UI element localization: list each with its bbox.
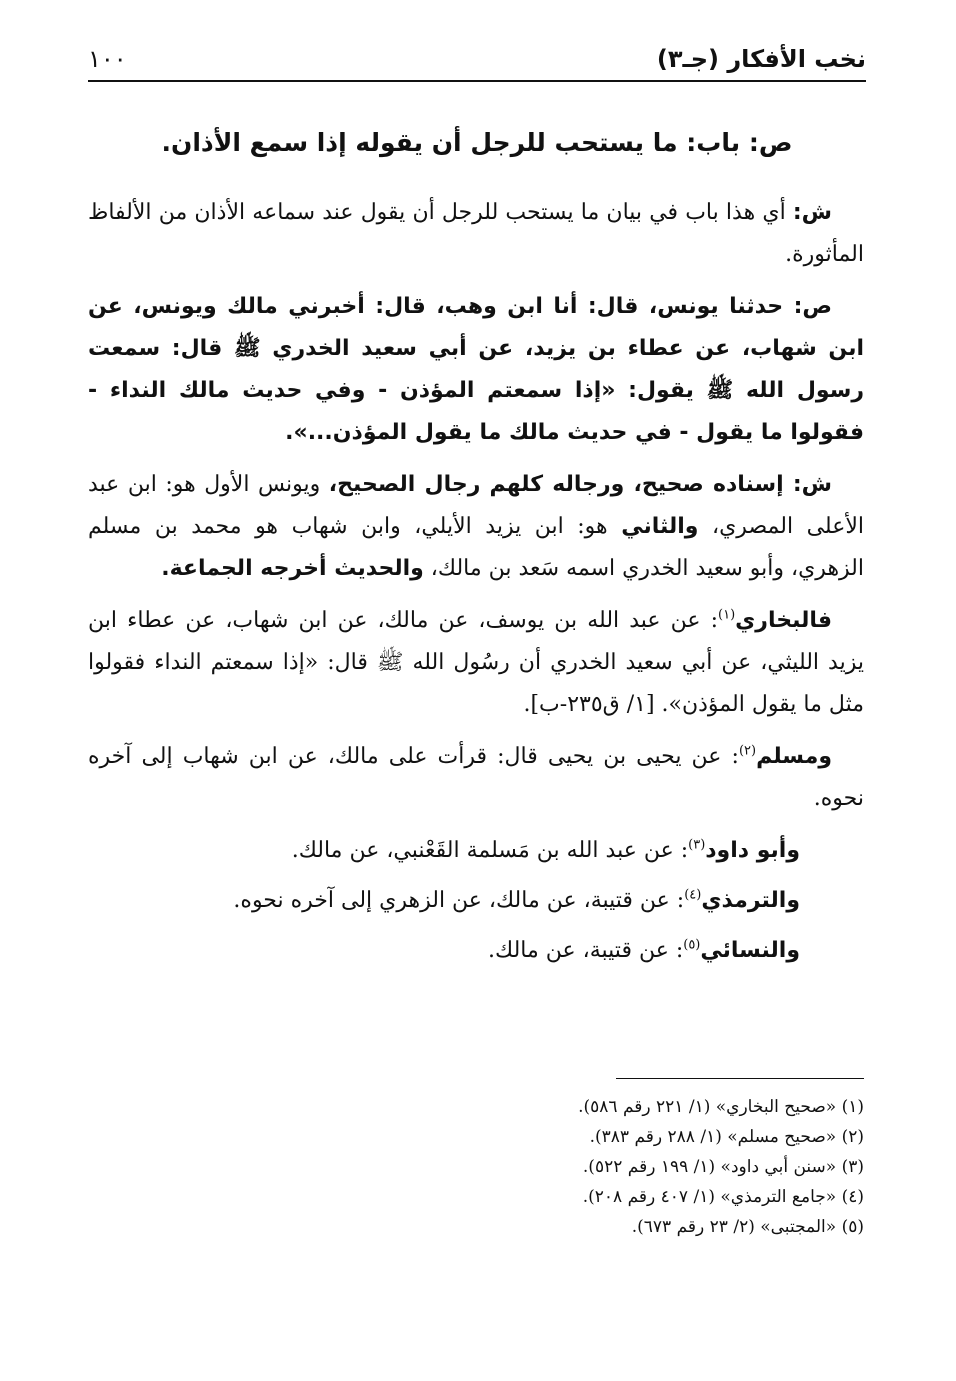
paragraph-lead: والنسائي [700, 938, 800, 963]
paragraph-text: أي هذا باب في بيان ما يستحب للرجل أن يقول عند سماعه الأذان من الألفاظ المأثورة. [88, 200, 864, 267]
paragraph-text: : عن قتيبة، عن مالك. [488, 938, 684, 963]
paragraph-lead: ش: [792, 200, 832, 225]
book-title: نخب الأفكار (جـ٣) [656, 45, 866, 73]
footnote: (٢) «صحيح مسلم» (١/ ٢٨٨ رقم ٣٨٣). [589, 1127, 864, 1147]
paragraph-lead: والترمذي [701, 888, 800, 913]
paragraph-tirmidhi [88, 880, 864, 922]
footnote-ref[interactable]: (٥) [683, 937, 701, 953]
paragraph-text: : عن يحيى بن يحيى قال: قرأت على مالك، عن ابن شهاب إلى آخره نحوه. [88, 744, 864, 811]
paragraph-lead: ومسلم [756, 744, 832, 769]
paragraph-commentary-intro [88, 192, 864, 276]
footnotes [88, 1092, 864, 1242]
paragraph-lead: وأبو داود [705, 838, 800, 863]
paragraph-isnad-commentary [88, 464, 864, 590]
paragraph-text: ص: حدثنا يونس، قال: أنا ابن وهب، قال: أخبرني مالك ويونس، عن ابن شهاب، عن عطاء بن يزيد، عن أبي سعيد الخدري ﷺ قال: سمعت رسول الله ﷺ يقول: «إذا سمعتم المؤذن - وفي حديث مالك النداء - فقولوا ما يقول - في حديث مالك ما يقول المؤذن...». [88, 294, 864, 445]
footnote: (٣) «سنن أبي داود» (١/ ١٩٩ رقم ٥٢٢). [582, 1157, 864, 1177]
footnote: (٥) «المجتبى» (٢/ ٢٣ رقم ٦٧٣). [631, 1217, 864, 1237]
paragraph-emphasis: والثاني [621, 514, 699, 539]
paragraph-lead: فالبخاري [735, 608, 832, 633]
footnote-ref[interactable]: (٢) [738, 743, 757, 759]
footnote: (١) «صحيح البخاري» (١/ ٢٢١ رقم ٥٨٦). [578, 1097, 864, 1117]
footnote-ref[interactable]: (٤) [684, 887, 702, 903]
running-header [88, 40, 866, 78]
chapter-title: ص: باب: ما يستحب للرجل أن يقوله إذا سمع الأذان. [161, 128, 793, 157]
main-text [88, 192, 864, 980]
page-number: ١٠٠ [88, 45, 127, 73]
header-divider [88, 80, 866, 82]
paragraph-nasai [88, 930, 864, 972]
paragraph-muslim [88, 736, 864, 820]
paragraph-bukhari [88, 600, 864, 726]
paragraph-text: : عن عبد الله بن يوسف، عن مالك، عن ابن شهاب، عن عطاء ابن يزيد الليثي، عن أبي سعيد الخدري أن رسُول الله ﷺ قال: «إذا سمعتم النداء فقولوا مثل ما يقول المؤذن». [١/ ق٢٣٥-ب]. [88, 608, 864, 717]
paragraph-text: ويونس الأول هو: ابن عبد الأعلى المصري، [88, 472, 865, 539]
paragraph-text: : عن عبد الله بن مَسلمة القَعْنبي، عن مالك. [291, 838, 689, 863]
footnote-ref[interactable]: (٣) [688, 837, 706, 853]
paragraph-text: : عن قتيبة، عن مالك، عن الزهري إلى آخره نحوه. [233, 888, 685, 913]
footnote: (٤) «جامع الترمذي» (١/ ٤٠٧ رقم ٢٠٨). [582, 1187, 864, 1207]
footnote-ref[interactable]: (١) [718, 607, 736, 623]
paragraph-lead: ش: إسناده صحيح، ورجاله كلهم رجال الصحيح، [328, 472, 832, 497]
paragraph-hadith-text [88, 286, 864, 454]
paragraph-abu-dawud [88, 830, 864, 872]
footnote-divider [616, 1078, 864, 1079]
paragraph-text: هو: ابن يزيد الأيلي، وابن شهاب هو محمد بن مسلم الزهري، وأبو سعيد الخدري اسمه سَعد بن مالك، [88, 514, 864, 581]
paragraph-emphasis: والحديث أخرجه الجماعة. [161, 556, 424, 581]
